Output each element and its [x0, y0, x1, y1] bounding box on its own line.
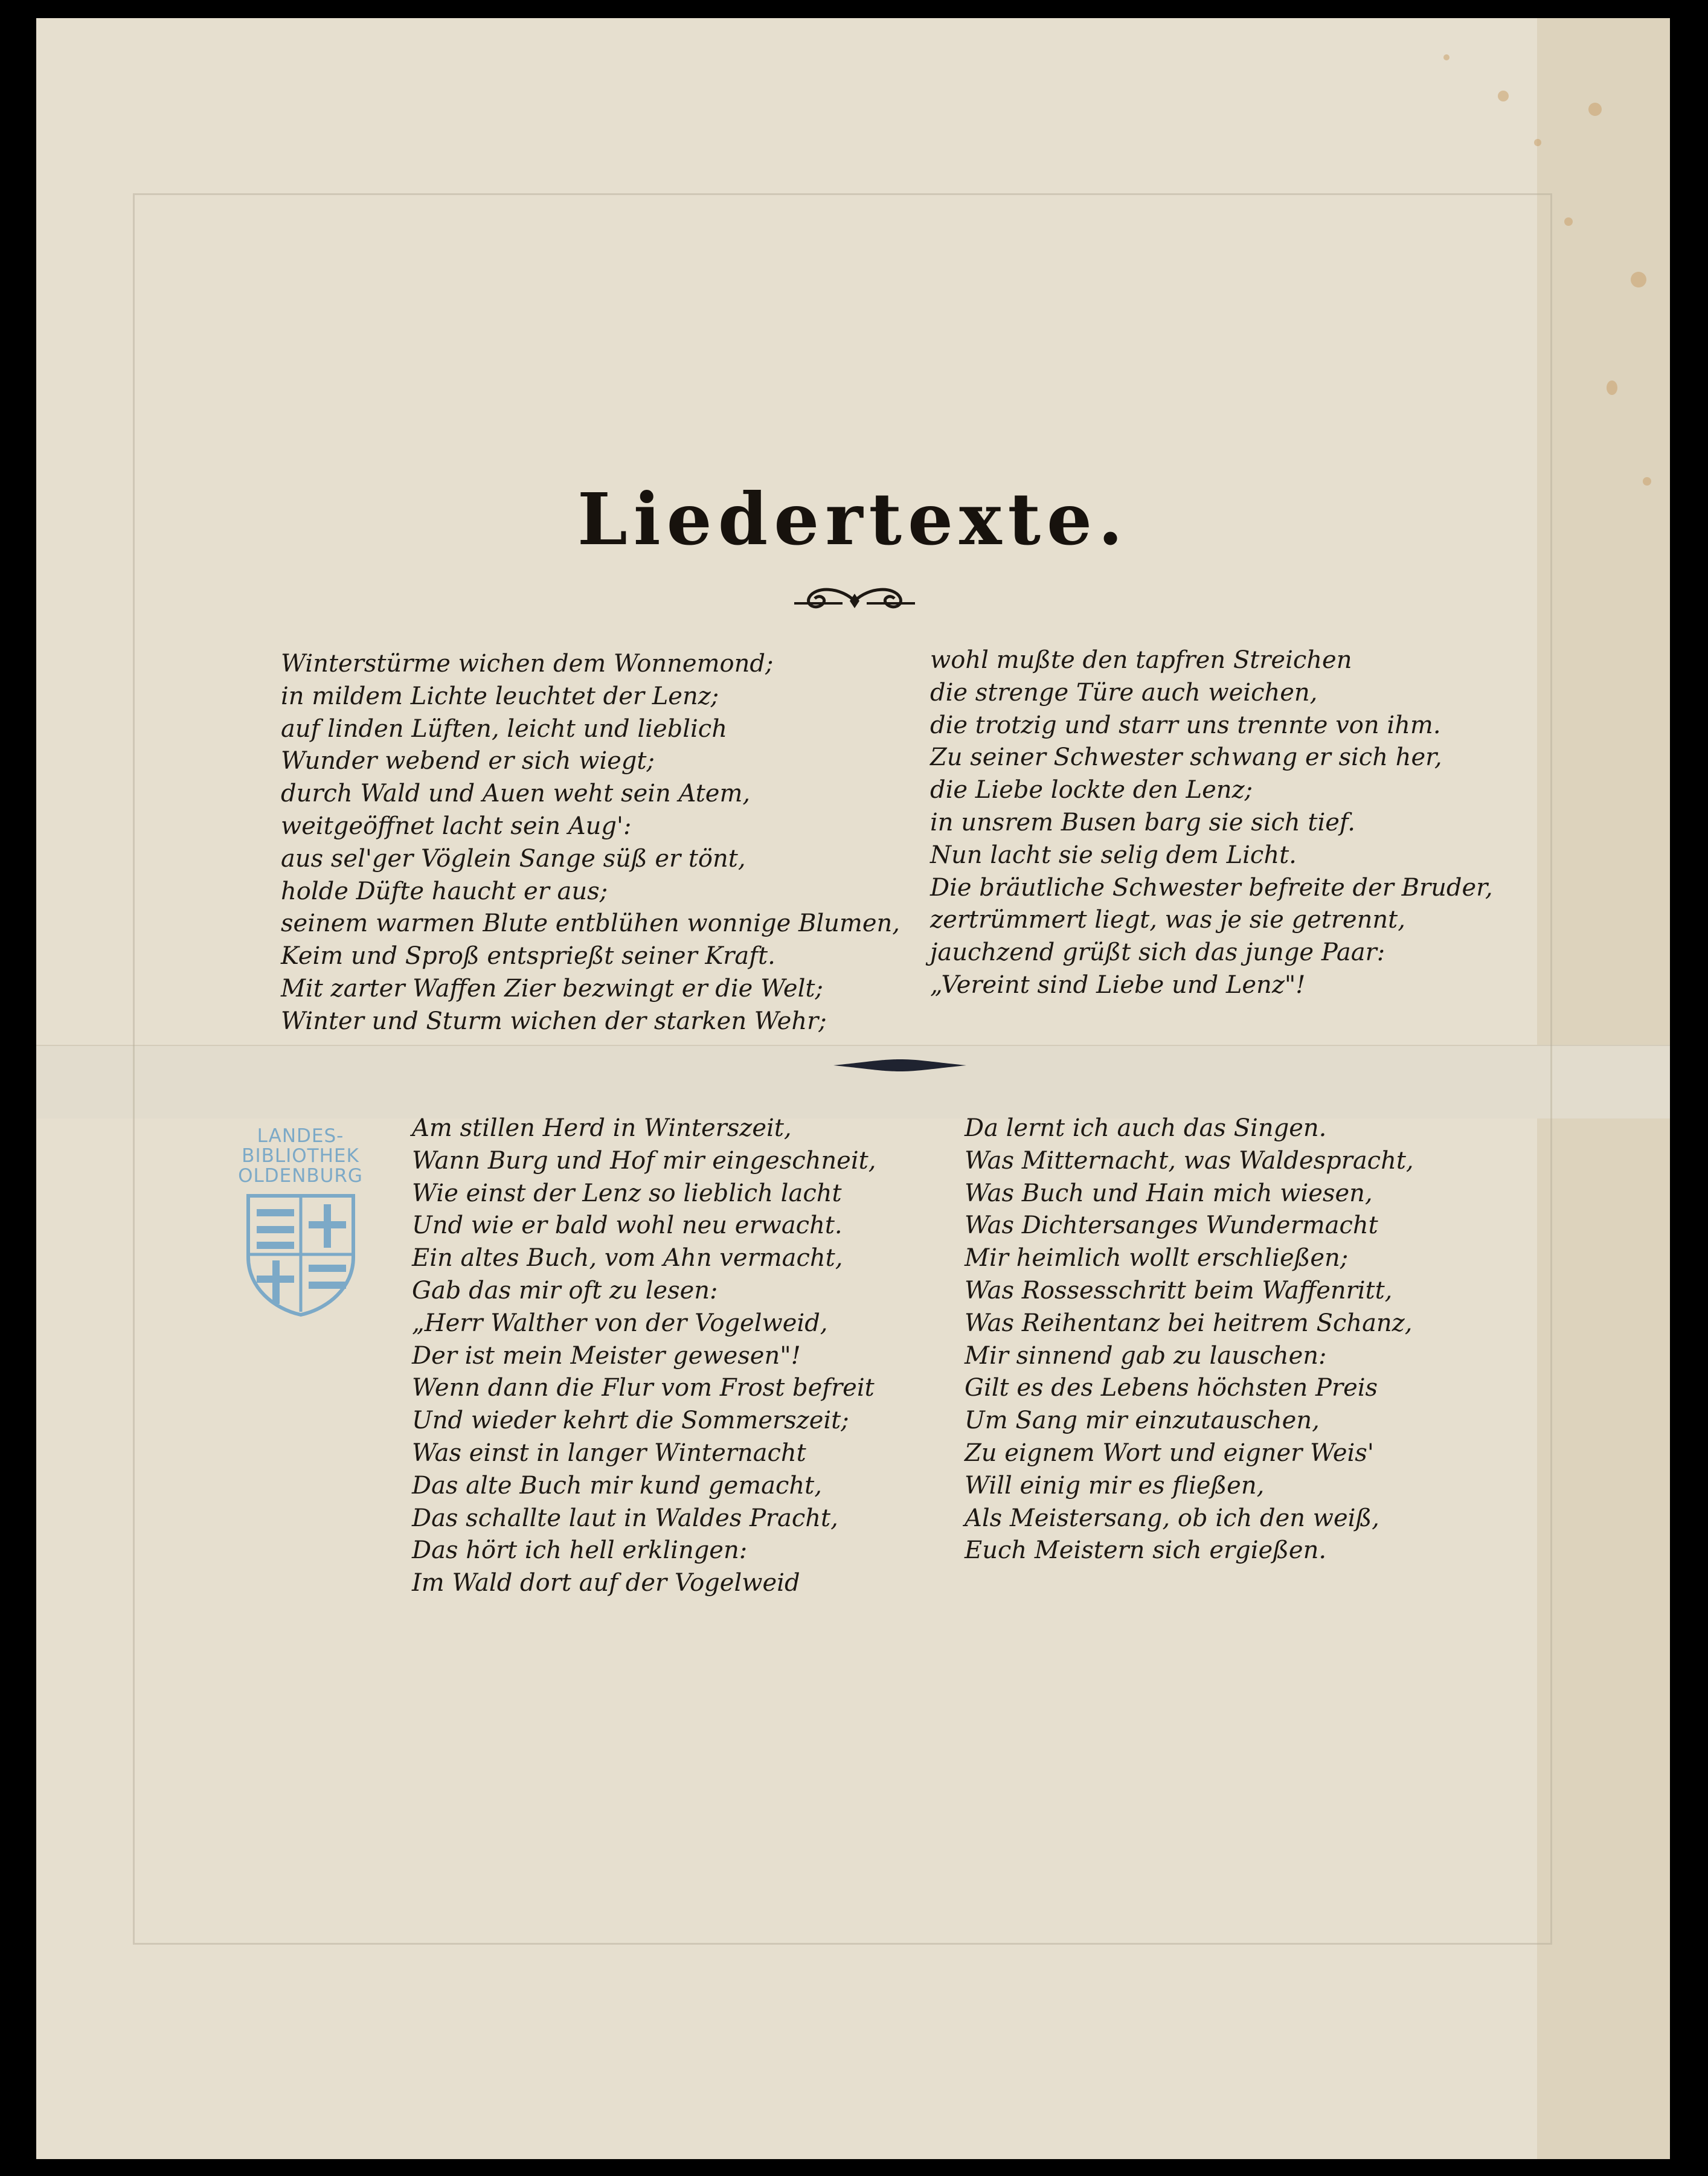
verse-line: in unsrem Busen barg sie sich tief.: [930, 808, 1356, 836]
verse-line: „Vereint sind Liebe und Lenz"!: [930, 971, 1306, 999]
verse-line: seinem warmen Blute entblühen wonnige Blumen,: [281, 910, 900, 938]
stamp-line: OLDENBURG: [238, 1165, 363, 1187]
verse-line: Und wie er bald wohl neu erwacht.: [412, 1212, 843, 1240]
verse-line: Was Buch und Hain mich wiesen,: [965, 1179, 1373, 1207]
verse-line: Winterstürme wichen dem Wonnemond;: [281, 650, 774, 678]
verse-line: holde Düfte haucht er aus;: [281, 877, 608, 905]
verse-line: Das alte Buch mir kund gemacht,: [412, 1471, 822, 1500]
verse-line: Zu eignem Wort und eigner Weis': [965, 1439, 1374, 1467]
verse-line: in mildem Lichte leuchtet der Lenz;: [281, 682, 719, 710]
verse-line: Winter und Sturm wichen der starken Wehr;: [281, 1007, 827, 1035]
verse-line: Die bräutliche Schwester befreite der Bruder,: [930, 873, 1493, 902]
foxing-spot: [1534, 139, 1541, 146]
verse-line: Was Mitternacht, was Waldespracht,: [965, 1146, 1414, 1175]
stanza-2-left: [412, 1112, 876, 1600]
foxing-spot: [1607, 380, 1617, 395]
verse-line: Wie einst der Lenz so lieblich lacht: [412, 1179, 842, 1207]
stanza-2-right: [965, 1112, 1414, 1567]
stamp-line: LANDES-: [257, 1125, 344, 1147]
verse-line: Als Meistersang, ob ich den weiß,: [965, 1504, 1379, 1532]
verse-line: Da lernt ich auch das Singen.: [965, 1114, 1327, 1142]
verse-line: Gilt es des Lebens höchsten Preis: [965, 1374, 1378, 1402]
foxing-spot: [1588, 103, 1602, 116]
divider-ornament: [833, 1058, 966, 1073]
verse-line: Der ist mein Meister gewesen"!: [412, 1341, 801, 1370]
verse-line: Was Rossesschritt beim Waffenritt,: [965, 1276, 1393, 1305]
verse-line: Was Dichtersanges Wundermacht: [965, 1212, 1378, 1240]
verse-line: Mir heimlich wollt erschließen;: [965, 1244, 1349, 1273]
verse-line: Was einst in langer Winternacht: [412, 1439, 806, 1467]
coat-of-arms-icon: [243, 1191, 358, 1318]
verse-line: Zu seiner Schwester schwang er sich her,: [930, 743, 1442, 772]
foxing-spot: [1443, 54, 1450, 60]
verse-line: Wunder webend er sich wiegt;: [281, 747, 655, 775]
verse-line: die trotzig und starr uns trennte von ihm.: [930, 711, 1441, 739]
verse-line: die strenge Türe auch weichen,: [930, 678, 1318, 707]
verse-line: Das hört ich hell erklingen:: [412, 1536, 748, 1565]
verse-line: Euch Meistern sich ergießen.: [965, 1536, 1327, 1565]
foxing-spot: [1564, 217, 1573, 226]
verse-line: zertrümmert liegt, was je sie getrennt,: [930, 906, 1405, 934]
verse-line: Im Wald dort auf der Vogelweid: [412, 1569, 800, 1597]
verse-line: Mit zarter Waffen Zier bezwingt er die Welt;: [281, 974, 823, 1003]
flourish-ornament: [782, 583, 927, 619]
verse-line: weitgeöffnet lacht sein Aug':: [281, 812, 632, 840]
foxing-spot: [1631, 272, 1646, 287]
verse-line: Wann Burg und Hof mir eingeschneit,: [412, 1146, 876, 1175]
verse-line: Was Reihentanz bei heitrem Schanz,: [965, 1309, 1413, 1337]
verse-line: Das schallte laut in Waldes Pracht,: [412, 1504, 838, 1532]
verse-line: Am stillen Herd in Winterszeit,: [412, 1114, 792, 1142]
verse-line: Nun lacht sie selig dem Licht.: [930, 841, 1297, 869]
stanza-1-right: [930, 644, 1493, 1002]
verse-line: „Herr Walther von der Vogelweid,: [412, 1309, 828, 1337]
verse-line: auf linden Lüften, leicht und lieblich: [281, 714, 727, 743]
verse-line: Will einig mir es fließen,: [965, 1471, 1265, 1500]
verse-line: aus sel'ger Vöglein Sange süß er tönt,: [281, 844, 746, 873]
verse-line: wohl mußte den tapfren Streichen: [930, 646, 1352, 674]
verse-line: Und wieder kehrt die Sommerszeit;: [412, 1407, 849, 1435]
verse-line: durch Wald und Auen weht sein Atem,: [281, 780, 751, 808]
verse-line: die Liebe lockte den Lenz;: [930, 776, 1253, 804]
verse-line: jauchzend grüßt sich das junge Paar:: [930, 939, 1385, 967]
verse-line: Keim und Sproß entsprießt seiner Kraft.: [281, 942, 775, 971]
verse-line: Ein altes Buch, vom Ahn vermacht,: [412, 1244, 843, 1273]
library-stamp: [230, 1126, 371, 1318]
verse-line: Um Sang mir einzutauschen,: [965, 1407, 1320, 1435]
document-sheet: [36, 18, 1670, 2159]
verse-line: Wenn dann die Flur vom Frost befreit: [412, 1374, 875, 1402]
verse-line: Mir sinnend gab zu lauschen:: [965, 1341, 1327, 1370]
page-title: Liedertexte.: [577, 477, 1129, 561]
stamp-line: BIBLIOTHEK: [242, 1145, 359, 1167]
verse-line: Gab das mir oft zu lesen:: [412, 1276, 718, 1305]
stanza-1-left: [281, 648, 900, 1038]
foxing-spot: [1498, 91, 1509, 101]
